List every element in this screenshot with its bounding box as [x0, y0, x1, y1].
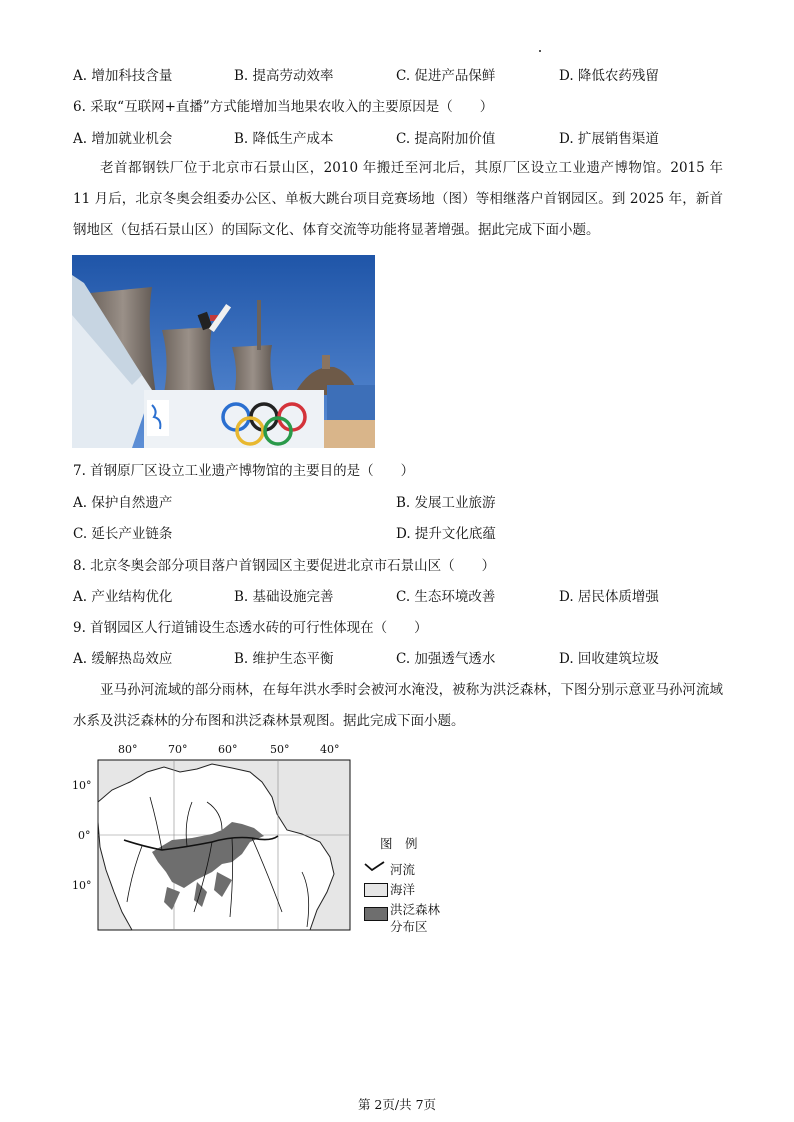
q9-option-a[interactable]: A. 缓解热岛效应 — [73, 651, 173, 667]
big-air-photo-graphic — [72, 255, 375, 448]
q5-option-c[interactable]: C. 促进产品保鲜 — [396, 68, 496, 84]
ocean-swatch-icon — [364, 883, 388, 897]
q8-option-d[interactable]: D. 居民体质增强 — [559, 589, 659, 605]
scan-mark — [539, 50, 541, 52]
forest-swatch-icon — [364, 907, 388, 921]
amazon-flood-forest-map — [72, 742, 452, 942]
q8-option-b[interactable]: B. 基础设施完善 — [234, 589, 334, 605]
lat-label-10s: 10° — [72, 879, 92, 892]
lon-label-70: 70° — [168, 743, 188, 756]
q5-option-d[interactable]: D. 降低农药残留 — [559, 68, 659, 84]
river-symbol-icon — [364, 860, 386, 874]
q6-option-a[interactable]: A. 增加就业机会 — [73, 131, 173, 147]
q9-stem: 9. 首钢园区人行道铺设生态透水砖的可行性体现在（ ） — [73, 620, 428, 636]
q6-option-c[interactable]: C. 提高附加价值 — [396, 131, 496, 147]
q8-stem: 8. 北京冬奥会部分项目落户首钢园区主要促进北京市石景山区（ ） — [73, 558, 496, 574]
big-air-venue-photo — [72, 255, 375, 448]
q5-option-a[interactable]: A. 增加科技含量 — [73, 68, 173, 84]
legend-river: 河流 — [390, 862, 416, 877]
lon-label-80: 80° — [118, 743, 138, 756]
legend-forest-1: 洪泛森林 — [390, 902, 441, 917]
q9-option-b[interactable]: B. 维护生态平衡 — [234, 651, 334, 667]
q6-stem: 6. 采取“互联网+直播”方式能增加当地果农收入的主要原因是（ ） — [73, 99, 494, 115]
legend-ocean: 海洋 — [390, 882, 416, 897]
lat-label-10n: 10° — [72, 779, 92, 792]
legend-title: 图 例 — [380, 836, 418, 851]
q9-option-c[interactable]: C. 加强透气透水 — [396, 651, 496, 667]
q9-option-d[interactable]: D. 回收建筑垃圾 — [559, 651, 659, 667]
lon-label-60: 60° — [218, 743, 238, 756]
q8-option-c[interactable]: C. 生态环境改善 — [396, 589, 496, 605]
q7-stem: 7. 首钢原厂区设立工业遗产博物馆的主要目的是（ ） — [73, 463, 415, 479]
lat-label-0: 0° — [78, 829, 91, 842]
lon-label-50: 50° — [270, 743, 290, 756]
q5-option-b[interactable]: B. 提高劳动效率 — [234, 68, 334, 84]
lon-label-40: 40° — [320, 743, 340, 756]
page-footer: 第 2页/共 7页 — [357, 1097, 437, 1112]
q6-option-d[interactable]: D. 扩展销售渠道 — [559, 131, 659, 147]
q7-option-b[interactable]: B. 发展工业旅游 — [396, 495, 496, 511]
legend-forest-2: 分布区 — [390, 919, 428, 934]
q7-option-c[interactable]: C. 延长产业链条 — [73, 526, 173, 542]
passage-shougang: 老首都钢铁厂位于北京市石景山区，2010 年搬迁至河北后，其原厂区设立工业遗产博物馆。2015 年 11 月后，北京冬奥会组委办公区、单板大跳台项目竞赛场地（图）等相继落户首钢园区。到 2025 年，新首钢地区（包括石景山区）的国际文化、体育交流等功能将显著增强。据此完成下面小题。 — [73, 160, 723, 238]
q6-option-b[interactable]: B. 降低生产成本 — [234, 131, 334, 147]
q7-option-d[interactable]: D. 提升文化底蕴 — [396, 526, 496, 542]
q7-option-a[interactable]: A. 保护自然遗产 — [73, 495, 173, 511]
passage-amazon: 亚马孙河流域的部分雨林，在每年洪水季时会被河水淹没，被称为洪泛森林，下图分别示意亚马孙河流域水系及洪泛森林的分布图和洪泛森林景观图。据此完成下面小题。 — [73, 682, 723, 729]
q8-option-a[interactable]: A. 产业结构优化 — [73, 589, 173, 605]
